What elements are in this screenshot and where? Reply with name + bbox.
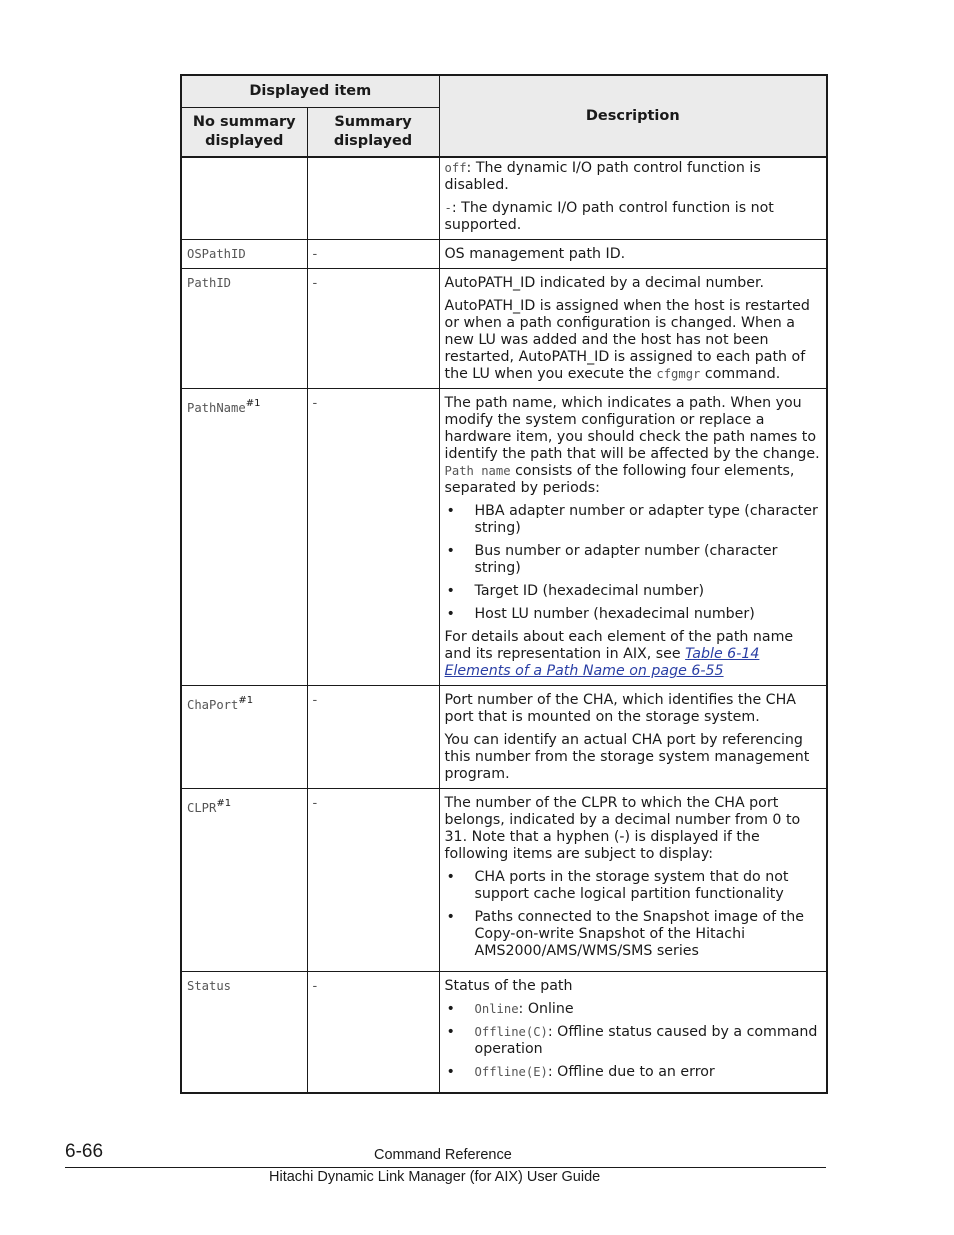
summary-cell	[307, 389, 439, 686]
description-cell	[439, 389, 827, 686]
footnote-marker: #1	[238, 695, 254, 706]
table-header	[181, 75, 827, 157]
description-para	[445, 395, 822, 497]
item-cell	[181, 269, 307, 389]
summary-value: -	[312, 247, 318, 262]
summary-cell	[307, 269, 439, 389]
item-cell	[181, 389, 307, 686]
description-cell	[439, 686, 827, 789]
code-text: Offline(C)	[474, 1025, 548, 1039]
bullet-list	[445, 869, 822, 960]
item-cell	[181, 972, 307, 1094]
summary-value: -	[312, 693, 318, 708]
description-cell	[439, 240, 827, 269]
table-row	[181, 240, 827, 269]
summary-value: -	[312, 396, 318, 411]
item-name: PathID	[187, 276, 232, 290]
footer-divider	[65, 1167, 826, 1168]
displayed-item-header: Displayed item	[181, 75, 439, 108]
description-para	[445, 160, 822, 194]
summary-cell	[307, 157, 439, 240]
description-text: consists of the following four elements, separated by periods:	[444, 463, 795, 496]
table-row	[181, 972, 827, 1094]
item-cell	[181, 686, 307, 789]
book-title: Hitachi Dynamic Link Manager (for AIX) User Guide	[269, 1169, 601, 1185]
list-item: • Bus number or adapter number (character string)	[445, 543, 822, 577]
code-text: Path name	[444, 464, 511, 478]
bullet-list	[445, 1001, 822, 1081]
table-cross-reference-link[interactable]: Table 6-14 Elements of a Path Name on page 6-55	[444, 646, 760, 679]
summary-value: -	[312, 276, 318, 291]
list-item: • Target ID (hexadecimal number)	[445, 583, 822, 600]
description-para	[445, 298, 822, 383]
description-text: OS management path ID.	[444, 246, 626, 262]
summary-cell	[307, 789, 439, 972]
description-text: AutoPATH_ID indicated by a decimal number.	[444, 275, 765, 291]
description-cell	[439, 269, 827, 389]
description-text: You can identify an actual CHA port by referencing this number from the storage system management program.	[444, 732, 810, 782]
summary-cell	[307, 686, 439, 789]
description-para	[445, 629, 822, 680]
no-summary-header: No summary displayed	[181, 108, 307, 158]
table-row	[181, 269, 827, 389]
item-cell	[181, 789, 307, 972]
code-text: Online	[474, 1002, 519, 1016]
list-item: • CHA ports in the storage system that do not support cache logical partition functionality	[445, 869, 822, 903]
page-number: 6-66	[65, 1141, 104, 1162]
section-title: Command Reference	[374, 1147, 512, 1163]
description-cell	[439, 789, 827, 972]
list-item-text: : Offline status caused by a command operation	[474, 1024, 818, 1057]
description-cell	[439, 157, 827, 240]
table-row	[181, 789, 827, 972]
description-text: : The dynamic I/O path control function is not supported.	[444, 200, 774, 233]
description-text: : The dynamic I/O path control function is disabled.	[444, 160, 761, 193]
description-text: For details about each element of the path name and its representation in AIX, see	[444, 629, 794, 662]
summary-header: Summary displayed	[307, 108, 439, 158]
bullet-list	[445, 503, 822, 623]
summary-cell	[307, 240, 439, 269]
code-text: Offline(E)	[474, 1065, 548, 1079]
description-text: Status of the path	[444, 978, 573, 994]
code-text: cfgmgr	[656, 367, 701, 381]
description-text: Port number of the CHA, which identifies the CHA port that is mounted on the storage system.	[444, 692, 796, 725]
item-name: CLPR	[187, 801, 217, 815]
description-header: Description	[439, 75, 827, 157]
code-text: off	[444, 161, 467, 175]
description-cell	[439, 972, 827, 1094]
table-row	[181, 686, 827, 789]
code-text: -	[444, 201, 452, 215]
item-cell	[181, 240, 307, 269]
list-item: • HBA adapter number or adapter type (character string)	[445, 503, 822, 537]
description-para	[445, 200, 822, 234]
list-item	[445, 1064, 822, 1081]
table-row	[181, 389, 827, 686]
summary-cell	[307, 972, 439, 1094]
item-name: ChaPort	[187, 698, 239, 712]
table-row	[181, 157, 827, 240]
list-item	[445, 1024, 822, 1058]
item-name: OSPathID	[187, 247, 246, 261]
list-item-text: : Online	[518, 1001, 574, 1017]
item-cell	[181, 157, 307, 240]
description-text: AutoPATH_ID is assigned when the host is restarted or when a path configuration is changed. When a new LU was added and the host has not been restarted, AutoPATH_ID is assigned to each path of the LU when you execute the	[444, 298, 810, 382]
list-item: • Host LU number (hexadecimal number)	[445, 606, 822, 623]
list-item: • Paths connected to the Snapshot image of the Copy-on-write Snapshot of the Hitachi AMS2000/AMS/WMS/SMS series	[445, 909, 822, 960]
summary-value: -	[312, 979, 318, 994]
item-name: Status	[187, 979, 232, 993]
description-text: The path name, which indicates a path. When you modify the system configuration or replace a hardware item, you should check the path names to identify the path that will be affected by the change.	[444, 395, 820, 462]
command-output-table	[180, 74, 828, 1094]
description-text: command.	[700, 366, 781, 382]
item-name: PathName	[187, 401, 246, 415]
summary-value: -	[312, 796, 318, 811]
list-item	[445, 1001, 822, 1018]
footnote-marker: #1	[216, 798, 232, 809]
footnote-marker: #1	[245, 398, 261, 409]
list-item-text: : Offline due to an error	[547, 1064, 715, 1080]
description-text: The number of the CLPR to which the CHA port belongs, indicated by a decimal number from 0 to 31. Note that a hyphen (-) is displayed if the following items are subject to display:	[444, 795, 801, 862]
